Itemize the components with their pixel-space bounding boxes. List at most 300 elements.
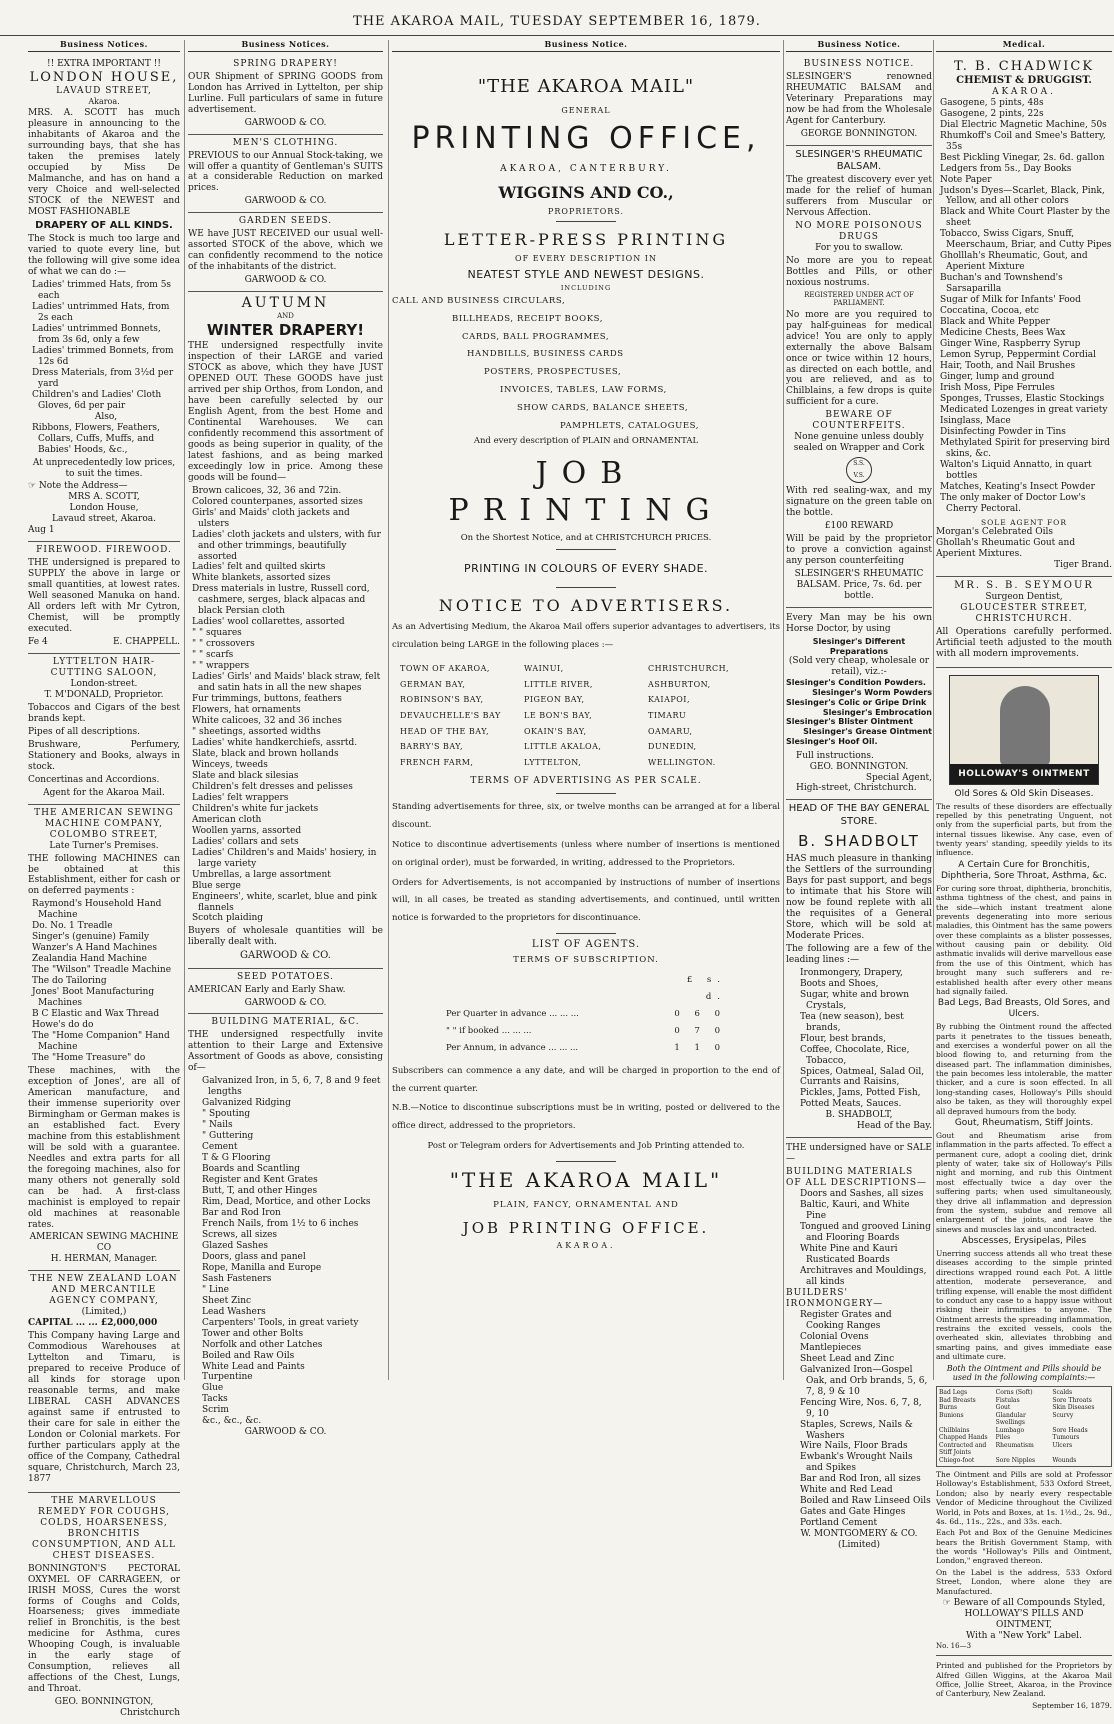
column-5	[936, 39, 1112, 1710]
table-cell: Skin Diseases	[1052, 1404, 1095, 1411]
list-item: Coccatina, Cocoa, etc	[940, 306, 1039, 317]
list-item: " " scarfs	[192, 650, 234, 661]
swallow: For you to swallow.	[815, 242, 903, 253]
signature: GARWOOD & CO.	[244, 196, 327, 207]
lp-style: NEATEST STYLE AND NEWEST DESIGNS.	[467, 267, 705, 281]
table-row	[446, 1040, 726, 1057]
table-cell: Bunions	[939, 1411, 964, 1419]
list-item: &c., &c., &c.	[202, 1416, 262, 1427]
town: ASHBURTON,	[648, 679, 711, 689]
service-item: HANDBILLS, BUSINESS CARDS	[467, 349, 624, 360]
divider	[556, 1161, 616, 1162]
capital: CAPITAL ... ... £2,000,000	[28, 1318, 158, 1329]
imprint-text: Printed and published for the Proprietors by Alfred Gillen Wiggins, at the Akaroa Mail Office, Jollie Street, Akaroa, in the Province of Canterbury, New Zealand.	[936, 1661, 1112, 1699]
body: No more are you required to pay half-guineas for medical advice! You are only to apply externally the above Balsam once or twice within 12 hours, as directed on each bottle, and you are relieved, and as to Chilblains, a few drops is quite sufficient for a cure.	[786, 309, 932, 408]
new-york: With a "New York" Label.	[966, 1630, 1082, 1641]
subheading: Abscesses, Erysipelas, Piles	[961, 1236, 1087, 1247]
subheading: Gout, Rheumatism, Stiff Joints.	[954, 1117, 1094, 1128]
and-every: And every description of PLAIN and ORNAMENTAL	[473, 435, 699, 446]
town: HEAD OF THE BAY,	[400, 726, 490, 736]
ad-london-house	[28, 56, 180, 543]
list-item: " " squares	[192, 628, 242, 639]
masthead-title: THE AKAROA MAIL, TUESDAY SEPTEMBER 16, 1879.	[353, 14, 761, 29]
signature: GARWOOD & CO.	[244, 997, 327, 1008]
body: With red sealing-wax, and my signature on the green table on the bottle.	[786, 486, 932, 519]
job-printing-heading: JOB PRINTING	[448, 455, 724, 528]
list-item: Brown calicoes, 32, 36 and 72in.	[192, 485, 342, 496]
list-item: Flowers, hat ornaments	[192, 705, 301, 716]
list-item: Glue	[202, 1383, 224, 1394]
signature: E. CHAPPELL.	[112, 637, 180, 648]
list-item: White blankets, assorted sizes	[192, 573, 331, 584]
ad-title: BUSINESS NOTICE.	[803, 58, 915, 69]
sole-agent: SOLE AGENT FOR	[981, 517, 1067, 527]
styled: HOLLOWAY'S PILLS AND OINTMENT,	[964, 1608, 1084, 1630]
list-item: Buchan's and Townshend's Sarsaparilla	[940, 273, 1063, 295]
body: Tobaccos and Cigars of the best brands kept.	[28, 702, 180, 724]
column-rule	[933, 40, 934, 1380]
list-item: Ladies' trimmed Bonnets, from 12s 6d	[32, 345, 174, 367]
list-item: Children's felt dresses and pelisses	[192, 781, 353, 792]
tiger-brand: Tiger Brand.	[1054, 559, 1112, 570]
service-item: CARDS, BALL PROGRAMMES,	[462, 331, 610, 342]
town: DEVAUCHELLE'S BAY	[400, 710, 501, 720]
list-item: " Guttering	[202, 1131, 254, 1142]
table-cell: Contracted and Stiff Joints	[939, 1441, 987, 1456]
list-item: Ladies' felt and quilted skirts	[192, 562, 326, 573]
subheading: A Certain Cure for Bronchitis, Diphtheria, Sore Throat, Asthma, &c.	[940, 859, 1108, 881]
list-item: Architraves and Mouldings, all kinds	[800, 1265, 927, 1287]
list-item: Potted Meats, Sauces.	[800, 1099, 902, 1110]
list-item: Medicine Chests, Bees Wax	[940, 328, 1066, 339]
list-item: Gasogene, 5 pints, 48s	[940, 97, 1044, 108]
body: The following are a few of the leading lines :—	[786, 943, 932, 965]
ad-title: BUILDING MATERIAL, &C.	[211, 1017, 360, 1028]
list-item: Boots and Shoes,	[800, 978, 879, 989]
special-agent: Special Agent,	[865, 772, 932, 783]
list-item: Scotch plaiding	[192, 913, 264, 924]
body: Each Pot and Box of the Genuine Medicines bears the British Government Stamp, with the words "Holloway's Pills and Ointment, London," engraved thereon.	[936, 1528, 1112, 1566]
list-item: T & G Flooring	[202, 1153, 271, 1164]
table-row	[446, 1023, 726, 1040]
signature: GARWOOD & CO.	[240, 950, 331, 962]
list-item: Jones' Boot Manufacturing Machines	[32, 987, 155, 1009]
letterpress-heading: LETTER-PRESS PRINTING	[443, 230, 729, 250]
list-item: Methylated Spirit for preserving bird skins, &c.	[940, 437, 1110, 459]
services-list	[392, 293, 780, 436]
body: BONNINGTON'S PECTORAL OXYMEL OF CARRAGEEN, or IRISH MOSS, Cures the worst forms of Coughs and Colds, Hoarseness; gives immediate relief in Bronchitis, is the best medicine for Asthma, cures Whooping Cough, is invaluable in the early stage of Consumption, relieves all affections of the Chest, Lungs, and Throat.	[28, 1563, 180, 1695]
seal-icon: S.S. V.S.	[846, 457, 872, 483]
town: FRENCH FARM,	[400, 757, 474, 767]
list-item: Ladies' untrimmed Bonnets, from 3s 6d, only a few	[32, 323, 161, 345]
agents-heading: LIST OF AGENTS.	[531, 939, 641, 951]
list-item: White calicoes, 32 and 36 inches	[192, 716, 342, 727]
town: CHRISTCHURCH.	[975, 613, 1073, 624]
orders: Orders for Advertisements, is not accompanied by instructions of number of insertions will, in all cases, be treated as standing advertisements, and continued, until written notice is forwarded to the proprietors for discontinuance.	[392, 877, 780, 924]
list-item: Ladies' Children's and Maids' hosiery, in large variety	[192, 847, 377, 869]
emblem-label: HOLLOWAY'S OINTMENT	[950, 764, 1098, 784]
manager: H. HERMAN, Manager.	[50, 1254, 158, 1265]
ad-autumn-drapery	[188, 292, 383, 968]
list-item: Ironmongery, Drapery,	[800, 967, 903, 978]
body: By rubbing the Ointment round the affected parts it penetrates to the tissues beneath, and exercises a wonderful power on all the blood flowing to, and returning from the diseased part. The inflammation diminishes, the pain becomes less intolerable, the matter thicker, and a cure is soon effected. In all long-standing cases, Holloway's Pills should also be taken, as they will thoroughly expel all depraved humours from the body.	[936, 1022, 1112, 1116]
town: AKAROA.	[992, 86, 1056, 97]
list-item: Butt, T, and other Hinges	[202, 1186, 318, 1196]
list-item: " Spouting	[202, 1109, 251, 1120]
ad-title: LONDON HOUSE,	[29, 69, 179, 85]
list-item: Spices, Oatmeal, Salad Oil,	[800, 1066, 925, 1077]
service-item: INVOICES, TABLES, LAW FORMS,	[500, 385, 667, 396]
imprint-date: September 16, 1879.	[1032, 1700, 1112, 1710]
town: PIGEON BAY,	[524, 695, 585, 705]
full-instructions: Full instructions.	[796, 750, 874, 761]
list-item: Disinfecting Powder in Tins	[940, 426, 1066, 437]
list-item: Tongued and grooved Lining and Flooring Boards	[800, 1222, 931, 1244]
signature: GARWOOD & CO.	[244, 275, 327, 286]
town: TOWN OF AKAROA,	[400, 664, 490, 674]
prep-item: Slesinger's Condition Powders.	[786, 678, 926, 688]
list-item: Ladies' collars and sets	[192, 836, 299, 847]
section-header: Business Notice.	[392, 40, 780, 52]
jpo: JOB PRINTING OFFICE.	[462, 1218, 710, 1237]
divider	[556, 793, 616, 794]
body: Unerring success attends all who treat these diseases according to the simple printed directions wrapped round each Pot. A little attention, moderate perseverance, and trifling expense, will enable the most diffident to conduct any case to a happy issue without risking their infirmities to anyone. The Ointment arrests the spreading inflammation, restrains the excited vessels, cools the overheated skin, alleviates throbbing and smarting pains, and gives immediate ease and ultimate cure.	[936, 1249, 1112, 1362]
list-item: Sheet Lead and Zinc	[800, 1353, 895, 1364]
subheading: BUILDING MATERIALS OF ALL DESCRIPTIONS—	[786, 1167, 927, 1189]
lead: !! EXTRA IMPORTANT !!	[46, 58, 162, 69]
list-item: " " crossovers	[192, 639, 255, 650]
list-item: Black and White Pepper	[940, 317, 1050, 328]
list-item: Galvanized Iron, in 5, 6, 7, 8 and 9 feet lengths	[202, 1076, 381, 1098]
town: CHRISTCHURCH,	[648, 664, 730, 674]
section-header: Business Notices.	[188, 40, 383, 52]
divider	[556, 549, 616, 550]
list-item: Howe's do do	[32, 1020, 94, 1031]
subtitle: Surgeon Dentist,	[985, 591, 1063, 602]
list-item: Dial Electric Magnetic Machine, 50s	[940, 119, 1107, 130]
closing: Buyers of wholesale quantities will be liberally dealt with.	[188, 926, 383, 948]
price: SLESINGER'S RHEUMATIC BALSAM. Price, 7s. 6d. per bottle.	[794, 569, 924, 601]
body: Brushware, Perfumery, Stationery and Books, always in stock.	[28, 739, 180, 772]
signature: B. SHADBOLT,	[825, 1110, 893, 1121]
list-item: The only maker of Doctor Low's Cherry Pectoral.	[940, 492, 1086, 514]
nb: N.B.—Notice to discontinue subscriptions must be in writing, posted or delivered to the office direct, addressed to the proprietors.	[392, 1103, 780, 1132]
sub-label: Per Quarter in advance ... ... ...	[446, 1008, 579, 1019]
list-item: Gates and Gate Hinges	[800, 1507, 906, 1518]
list-item: Colonial Ovens	[800, 1331, 869, 1342]
table-cell: Chilblains	[939, 1426, 970, 1434]
table-cell: Ulcers	[1052, 1441, 1073, 1449]
ad-business-notice	[786, 56, 932, 146]
list-item: Zealandia Hand Machine	[32, 954, 147, 965]
sub-amount: 0 7 0	[674, 1025, 726, 1036]
body: The greatest discovery ever yet made for the relief of human sufferers from Muscular or Nervous Affection.	[786, 174, 932, 218]
sub-label: " " if booked ... ... ...	[446, 1025, 532, 1036]
list-item: B C Elastic and Wax Thread	[32, 1009, 160, 1020]
list-item: American cloth	[192, 814, 262, 825]
list-item: Do. No. 1 Treadle	[32, 921, 113, 932]
printing-office-heading: PRINTING OFFICE,	[411, 121, 761, 157]
town: KAIAPOI,	[648, 695, 691, 705]
ad-title: T. B. CHADWICK	[953, 58, 1095, 74]
list-item: Woollen yarns, assorted	[192, 825, 302, 836]
subheading: BUILDERS' IRONMONGERY—	[786, 1287, 884, 1309]
town: WAINUI,	[524, 664, 564, 674]
table-cell: Sore Throats	[1052, 1396, 1092, 1404]
shortest-notice: On the Shortest Notice, and at CHRISTCHURCH PRICES.	[460, 533, 712, 544]
list-item: Rhumkoff's Coil and Smee's Battery, 35s	[940, 130, 1106, 152]
body: THE following MACHINES can be obtained at this Establishment, either for cash or on deferred payments :	[28, 853, 180, 897]
list-item: Register and Kent Grates	[202, 1175, 318, 1186]
list-item: Tacks	[202, 1394, 228, 1405]
signature-place: Head of the Bay.	[856, 1121, 932, 1132]
list-item: Bar and Rod Iron, all sizes	[800, 1474, 921, 1485]
paper-title: "THE AKAROA MAIL"	[477, 75, 695, 97]
colours: PRINTING IN COLOURS OF EVERY SHADE.	[463, 561, 709, 575]
list-item: Staples, Screws, Nails & Washers	[800, 1419, 913, 1441]
list-item: Medicated Lozenges in great variety	[940, 404, 1108, 415]
body: These machines, with the exception of Jones', are all of American manufacture, and their immense superiority over Birmingham or German makes is an established fact. Every machine from this establishment will be sold with a guarantee. Needles and extra parts for all the foregoing machines, also for many others not generally sold can be had. A first-class machinist is employed to repair old machines at reasonable rates.	[28, 1065, 180, 1230]
notice-body: As an Advertising Medium, the Akaroa Mail offers superior advantages to advertisers, its circulation being LARGE in the following places :—	[392, 622, 780, 651]
no-more: NO MORE POISONOUS DRUGS	[795, 220, 923, 242]
preps-title: Slesinger's Different Preparations	[812, 636, 906, 656]
street: London-street.	[70, 678, 138, 689]
body: Every Man may be his own Horse Doctor, by using	[786, 612, 932, 634]
subheading: Bad Legs, Bad Breasts, Old Sores, and Ulcers.	[937, 998, 1111, 1020]
list-item: Cement	[202, 1142, 238, 1153]
list-item: Singer's (genuine) Family	[32, 932, 150, 943]
body: The Stock is much too large and varied to quote every line, but the following will give some idea of what we can do :—	[28, 234, 180, 278]
date: Fe 4	[28, 637, 48, 648]
ad-title: GARDEN SEEDS.	[238, 216, 333, 227]
table-cell: Fistulas	[995, 1396, 1020, 1404]
column-3	[392, 40, 780, 1380]
list-item: Portland Cement	[800, 1518, 878, 1529]
list-item: Wanzer's A Hand Machines	[32, 943, 157, 954]
list-item: Ladies' wool collarettes, assorted	[192, 617, 345, 628]
table-cell: Bad Breasts	[939, 1396, 976, 1404]
ad-horse-doctor	[786, 608, 932, 801]
list-item: Hair, Tooth, and Nail Brushes	[940, 361, 1076, 372]
list-item: The "Wilson" Treadle Machine	[32, 965, 172, 976]
list-item: Ladies' trimmed Hats, from 5s each	[32, 280, 172, 302]
ad-title: MEN'S CLOTHING.	[232, 137, 339, 148]
limited: (Limited,)	[81, 1307, 127, 1318]
service-item: BILLHEADS, RECEIPT BOOKS,	[452, 313, 604, 324]
body: THE undersigned have or SALE—	[786, 1143, 932, 1165]
prep-item: Slesinger's Colic or Gripe Drink	[786, 697, 927, 707]
town: Christchurch	[120, 1708, 180, 1719]
prep-item: Slesinger's Blister Ointment	[786, 717, 913, 727]
list-item: Sponges, Trusses, Elastic Stockings	[940, 393, 1105, 404]
list-item: Ladies' felt wrappers	[192, 792, 289, 803]
prep-item: Slesinger's Embrocation	[822, 707, 932, 717]
list-item: " Line	[202, 1284, 229, 1295]
table-cell: Scalds	[1052, 1389, 1073, 1396]
list-item: Currants and Raisins,	[800, 1077, 900, 1088]
list-item: Boiled and Raw Linseed Oils	[800, 1496, 931, 1507]
ad-head-of-bay	[786, 800, 932, 1138]
imprint	[936, 1656, 1112, 1715]
closing: At unprecedentedly low prices, to suit the times.	[32, 457, 176, 479]
list-item: Sheet Zinc	[202, 1295, 252, 1306]
sub-label: Per Annum, in advance ... ... ...	[446, 1042, 579, 1053]
body: Will be paid by the proprietor to prove a conviction against any person counterfeiting	[786, 534, 932, 567]
list-item: Raymond's Household Hand Machine	[32, 899, 162, 921]
service-item: PAMPHLETS, CATALOGUES,	[560, 420, 700, 431]
body: HAS much pleasure in thanking the Settlers of the surrounding Bays for past support, and begs to intimate that his Store will now be found replete with all the requisites of a General Store, which will be sold at Moderate Prices.	[786, 854, 932, 941]
beware: ☞ Beware of all Compounds Styled,	[942, 1597, 1106, 1608]
registered: REGISTERED UNDER ACT OF PARLIAMENT.	[804, 290, 914, 308]
ad-title: THE NEW ZEALAND LOAN AND MERCANTILE AGENCY COMPANY,	[30, 1274, 178, 1307]
list-item: Fencing Wire, Nos. 6, 7, 8, 9, 10	[800, 1397, 922, 1419]
signature: GEORGE BONNINGTON.	[800, 128, 918, 139]
prep-item: Slesinger's Worm Powders	[812, 688, 932, 698]
list-item: Fur trimmings, buttons, feathers	[192, 694, 342, 705]
sole-item: Ghollah's Rheumatic Gout and Aperient Mixtures.	[936, 537, 1076, 559]
ad-montgomery	[786, 1138, 932, 1556]
list-item: The do Tailoring	[32, 976, 107, 987]
list-item: Ginger, lump and ground	[940, 371, 1055, 382]
prep-item: Slesinger's Grease Ointment	[803, 727, 932, 737]
list-item: Galvanized Ridging	[202, 1098, 291, 1109]
ad-nz-loan	[28, 1271, 180, 1492]
list-item: Ribbons, Flowers, Feathers, Collars, Cuffs, Muffs, and Babies' Hoods, &c.,	[32, 422, 160, 455]
table-cell: Burns	[939, 1404, 958, 1411]
table-cell: Piles	[995, 1434, 1011, 1441]
table-cell: Sore Nipples	[995, 1456, 1036, 1464]
town: OAMARU,	[648, 726, 693, 736]
list-item: Bar and Rod Iron	[202, 1207, 281, 1218]
body: WE have JUST RECEIVED our usual well-assorted STOCK of the above, which we can confidently recommend to the notice of the inhabitants of the district.	[188, 229, 383, 273]
ad-mens-clothing	[188, 135, 383, 214]
ad-slesinger	[786, 146, 932, 608]
ad-building-material	[188, 1014, 383, 1443]
subheading: Old Sores & Old Skin Diseases.	[954, 788, 1094, 799]
table-cell: Glandular Swellings	[995, 1411, 1026, 1426]
agent: Agent for the Akaroa Mail.	[43, 787, 165, 798]
town: LITTLE AKALOA,	[524, 742, 602, 752]
list-item: Dress materials in lustre, Russell cord, cashmere, serges, black alpacas and black Persian cloth	[192, 584, 370, 617]
list-item: Slate and black silesias	[192, 770, 299, 781]
table-cell: Lumbago	[995, 1426, 1025, 1434]
holloway-emblem-icon	[949, 675, 1099, 785]
column-rule	[388, 40, 389, 1380]
ad-title: FIREWOOD. FIREWOOD.	[36, 545, 172, 556]
signature: GEO. BONNINGTON.	[809, 761, 909, 772]
list-item: Baltic, Kauri, and White Pine	[800, 1200, 910, 1222]
list-item: Norfolk and other Latches	[202, 1339, 323, 1350]
list-item: Winceys, tweeds	[192, 759, 268, 770]
list-item: Ladies' white handkerchiefs, assrtd.	[192, 737, 358, 748]
town: DUNEDIN,	[648, 742, 697, 752]
list-item: Ginger Wine, Raspberry Syrup	[940, 339, 1081, 350]
ad-title-2: WINTER DRAPERY!	[206, 320, 365, 339]
town: LITTLE RIVER,	[524, 679, 593, 689]
list-item: French Nails, from 1½ to 6 inches	[202, 1218, 359, 1229]
town: ROBINSON'S BAY,	[400, 695, 484, 705]
ad-title: SEED POTATOES.	[237, 971, 334, 982]
list-item: The "Home Treasure" do	[32, 1052, 146, 1063]
lp-sub: OF EVERY DESCRIPTION IN	[515, 253, 657, 263]
list-item: Doors, glass and panel	[202, 1251, 306, 1262]
sole-item: Morgan's Celebrated Oils	[936, 526, 1053, 537]
list-item: Sugar, white and brown Crystals,	[800, 989, 910, 1011]
including: INCLUDING	[560, 283, 612, 292]
list-item: Ledgers from 5s., Day Books	[940, 163, 1072, 174]
list-item: Black and White Court Plaster by the sheet	[940, 207, 1111, 229]
list-item: Carpenters' Tools, in great variety	[202, 1317, 359, 1328]
body: SLESINGER'S renowned RHEUMATIC BALSAM and Veterinary Preparations may now be had from the Wholesale Agent for Canterbury.	[786, 71, 932, 126]
headline: DRAPERY OF ALL KINDS.	[35, 219, 173, 231]
list-item: Tea (new season), best brands,	[800, 1011, 904, 1033]
subtitle: Late Turner's Premises.	[49, 840, 159, 851]
prep-item: Slesinger's Hoof Oil.	[786, 736, 878, 746]
list-item: Tobacco, Swiss Cigars, Snuff, Meerschaum, Briar, and Cutty Pipes	[940, 229, 1112, 251]
signature: AMERICAN SEWING MACHINE CO	[29, 1232, 179, 1254]
list-item: White and Red Lead	[800, 1485, 893, 1496]
ad-chadwick	[936, 56, 1112, 577]
list-item: Slate, black and brown hollands	[192, 748, 339, 759]
list-item: White Pine and Kauri Rusticated Boards	[800, 1244, 898, 1266]
ad-firewood	[28, 542, 180, 654]
list-item: Wire Nails, Floor Brads	[800, 1441, 908, 1452]
town: LYTTELTON,	[524, 757, 582, 767]
divider	[556, 933, 616, 934]
body: For curing sore throat, diphtheria, bronchitis, asthma tightness of the chest, and pains in the side—which instant treatment alone prevents degenerating into more serious maladies, this Ointment has the same powers over these complaints as a blister possesses, without causing pain or debility. Old asthmatic invalids will derive marvellous ease from the use of this Ointment, which has brought many such sufferers and re-established health after every other means had signally failed.	[936, 883, 1112, 996]
list-item: Boiled and Raw Oils	[202, 1350, 295, 1361]
list-item: Ewbank's Wrought Nails and Spikes	[800, 1452, 913, 1474]
signature: GARWOOD & CO.	[244, 117, 327, 128]
list-item: Dress Materials, from 3½d per yard	[32, 367, 174, 389]
service-item: POSTERS, PROSPECTUSES,	[484, 367, 622, 378]
body: THE undersigned respectfully invite attention to their Large and Extensive Assortment of Goods as above, consisting of—	[188, 1030, 383, 1074]
list-item: Irish Moss, Pipe Ferrules	[940, 382, 1055, 393]
town: GERMAN BAY,	[400, 679, 466, 689]
list-item: Mantlepieces	[800, 1342, 862, 1353]
table-cell: Rheumatism	[995, 1441, 1034, 1449]
list-item: Ladies' Girls' and Maids' black straw, felt and satin hats in all the new shapes	[192, 672, 381, 694]
proprietor: T. M'DONALD, Proprietor.	[44, 689, 164, 700]
ad-title: THE MARVELLOUS REMEDY FOR COUGHS, COLDS, HOARSENESS, BRONCHITIS CONSUMPTION, AND ALL CHEST DISEASES.	[31, 1495, 177, 1561]
list-item: Walton's Liquid Annatto, in quart bottles	[940, 459, 1092, 481]
terms: TERMS OF ADVERTISING AS PER SCALE.	[470, 776, 702, 787]
ad-sewing-machine	[28, 805, 180, 1272]
plain-fancy: PLAIN, FANCY, ORNAMENTAL AND	[493, 1200, 679, 1211]
preps-sub: (Sold very cheap, wholesale or retail), viz.:-	[788, 656, 930, 678]
signature: W. MONTGOMERY & CO. (Limited)	[800, 1529, 918, 1551]
column-1	[28, 39, 180, 1719]
list-item: Lead Washers	[202, 1306, 266, 1317]
sub-amount: 0 6 0	[674, 1008, 726, 1019]
town: BARRY'S BAY,	[400, 742, 464, 752]
subtitle: CHEMIST & DRUGGIST.	[956, 74, 1092, 86]
service-item: SHOW CARDS, BALANCE SHEETS,	[517, 402, 689, 413]
proprietors: PROPRIETORS.	[547, 206, 625, 216]
post-orders: Post or Telegram orders for Advertisements and Job Printing attended to.	[427, 1141, 745, 1152]
list-item: Note Paper	[940, 174, 992, 185]
list-item: Galvanized Iron—Gospel Oak, and Orb brands, 5, 6, 7, 8, 9 & 10	[800, 1364, 928, 1397]
body: No more are you to repeat Bottles and Pills, or other noxious nostrums.	[786, 255, 932, 288]
ad-title: HEAD OF THE BAY GENERAL STORE.	[788, 803, 930, 827]
lsd-header: £ s. d.	[686, 974, 726, 1002]
list-item: Girls' and Maids' cloth jackets and ulsters	[192, 507, 350, 529]
table-cell: Wounds	[1052, 1456, 1077, 1464]
list-item: " sheetings, assorted widths	[192, 727, 321, 737]
table-cell: Corns (Soft)	[995, 1389, 1033, 1396]
town: Akaroa.	[88, 96, 120, 106]
town: LE BON'S BAY,	[524, 710, 593, 720]
